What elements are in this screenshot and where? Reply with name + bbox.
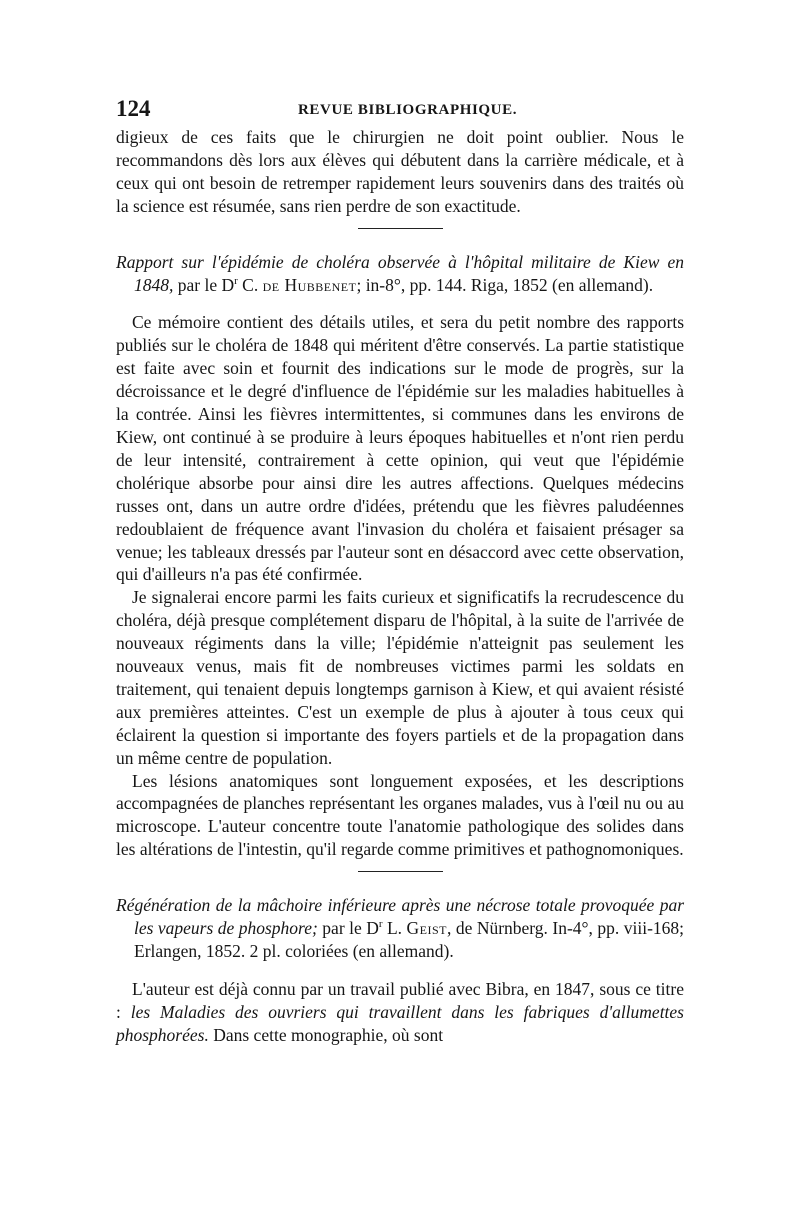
author-initial: L. [386,918,403,939]
review-by: par le D [177,274,235,295]
section-divider [358,871,443,872]
review-heading-cholera [116,251,684,297]
book-page [116,96,684,1047]
review-paragraph: Les lésions anatomiques sont longuement exposées, et les descriptions accompagnées de planches représentant les organes malades, vus à l'œil nu ou au microscope. L'auteur concentre toute l'anatomie pathologique des solides dans les altérations de l'intestin, qu'il regarde comme primitives et pathognomoniques. [116,770,684,860]
cited-work-title: les Maladies des ouvriers qui travaillent dans les fabriques d'allumettes phosphorées. [116,1001,684,1045]
running-title: REVUE BIBLIOGRAPHIQUE. [298,102,518,118]
page-header [116,96,684,126]
publication-details: , de Nürnberg. In-4°, pp. viii-168; Erlangen, 1852. 2 pl. coloriées (en allemand). [134,918,685,961]
review-paragraph: Ce mémoire contient des détails utiles, et sera du petit nombre des rapports publiés sur le choléra de 1848 qui méritent d'être conservés. La partie statistique est faite avec soin et fournit des indications sur le mode de progrès, sur la décroissance et le degré d'influence de l'épidémie sur les maladies habituelles à la contrée. Ainsi les fièvres intermittentes, si communes dans les environs de Kiew, ont continué à se produire à leurs époques habituelles et n'ont rien perdu de leur intensité, contrairement à cette opinion, qui veut que l'épidémie cholérique absorbe pour ainsi dire les autres affections. Quelques médecins russes ont, dans un autre ordre d'idées, prétendu que les fièvres paludéennes redoublaient de fréquence avant l'invasion du choléra et faisaient présager sa venue; les tableaux dressés par l'auteur sont en désaccord avec cette observation, qui d'ailleurs n'a pas été confirmée. [116,312,684,585]
paragraph-start: L'auteur est déjà connu par un travail publié avec Bibra, en 1847, sous ce titre : [116,978,684,1022]
author-name: Geist [406,918,447,939]
review-paragraph [116,978,684,1047]
section-divider [358,228,443,229]
review-by-sup: r [378,918,383,931]
review-by-sup: r [234,274,238,287]
review-paragraph: Je signalerai encore parmi les faits curieux et significatifs la recrudescence du choléra, déjà presque complétement disparu de l'hôpital, à la suite de l'arrivée de nouveaux régiments dans la ville; l'épidémie n'atteignit pas seulement les nouveaux venus, mais fit de nombreuses victimes parmi les soldats en traitement, qui tenaient depuis longtemps garnison à Kiew, et qui avaient résisté aux premières atteintes. C'est un exemple de plus à ajouter à tous ceux qui éclairent la question si importante des foyers partiels et de la propagation dans un même centre de population. [116,587,684,768]
continued-paragraph: digieux de ces faits que le chirurgien ne doit point oublier. Nous le recommandons dès lors aux élèves qui débutent dans la carrière médicale, et à ceux qui ont besoin de retremper rapidement leurs souvenirs dans des traités où la science est résumée, sans rien perdre de son exactitude. [116,127,684,216]
review-title: Régénération de la mâchoire inférieure après une nécrose totale provoquée par les vapeurs de phosphore; [116,895,684,939]
review-title: Rapport sur l'épidémie de choléra observée à l'hôpital militaire de Kiew en 1848, [116,251,684,295]
review-by: par le D [322,918,379,939]
author-name: de Hubbenet [262,274,357,295]
publication-details: ; in-8°, pp. 144. Riga, 1852 (en allemand). [356,274,654,295]
author-initial: C. [242,274,259,295]
page-number: 124 [116,96,151,121]
review-heading-regeneration [116,894,684,963]
paragraph-end: Dans cette monographie, où sont [213,1024,444,1045]
